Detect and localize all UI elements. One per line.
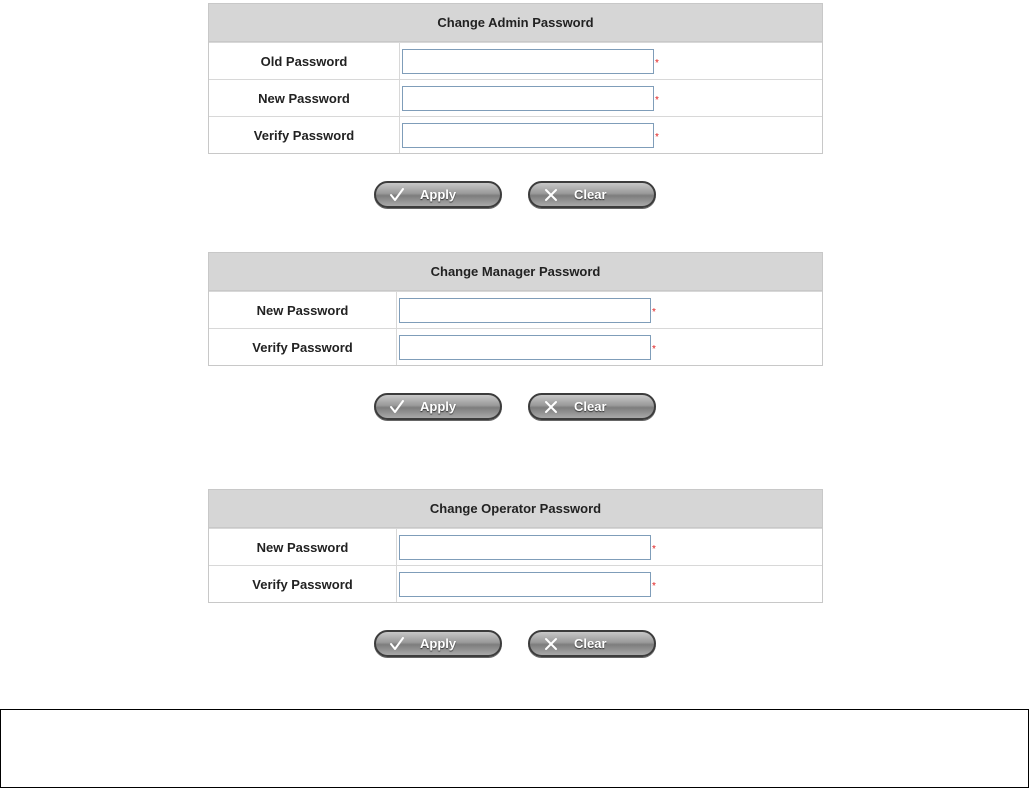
field-cell: [400, 80, 659, 116]
field-cell: [397, 566, 656, 602]
field-cell: [397, 292, 656, 328]
operator-verify-password-row: [209, 565, 822, 602]
operator-new-password-input[interactable]: [399, 535, 651, 560]
clear-label: Clear: [574, 399, 607, 414]
field-cell: [397, 329, 656, 365]
manager-verify-password-row: [209, 328, 822, 365]
operator-panel-title: Change Operator Password: [209, 490, 822, 528]
field-label: Verify Password: [209, 117, 400, 153]
required-mark: *: [655, 95, 659, 106]
field-cell: [400, 43, 659, 79]
operator-verify-password-input[interactable]: [399, 572, 651, 597]
admin-old-password-row: [209, 42, 822, 79]
manager-new-password-row: [209, 291, 822, 328]
required-mark: *: [652, 544, 656, 555]
apply-label: Apply: [420, 399, 457, 414]
checkmark-icon: [386, 188, 408, 202]
manager-new-password-input[interactable]: [399, 298, 651, 323]
operator-clear-button[interactable]: [528, 630, 656, 657]
required-mark: *: [652, 344, 656, 355]
admin-apply-button[interactable]: [374, 181, 502, 208]
checkmark-icon: [386, 637, 408, 651]
x-icon: [540, 400, 562, 414]
admin-new-password-input[interactable]: [402, 86, 654, 111]
manager-password-panel: [208, 252, 823, 366]
required-mark: *: [652, 307, 656, 318]
field-label: New Password: [209, 292, 397, 328]
operator-password-panel: [208, 489, 823, 603]
manager-verify-password-input[interactable]: [399, 335, 651, 360]
clear-label: Clear: [574, 187, 607, 202]
field-label: New Password: [209, 529, 397, 565]
apply-label: Apply: [420, 636, 457, 651]
admin-new-password-row: [209, 79, 822, 116]
required-mark: *: [655, 132, 659, 143]
manager-apply-button[interactable]: [374, 393, 502, 420]
admin-old-password-input[interactable]: [402, 49, 654, 74]
manager-panel-title: Change Manager Password: [209, 253, 822, 291]
admin-clear-button[interactable]: [528, 181, 656, 208]
checkmark-icon: [386, 400, 408, 414]
admin-panel-title: Change Admin Password: [209, 4, 822, 42]
manager-clear-button[interactable]: [528, 393, 656, 420]
x-icon: [540, 188, 562, 202]
required-mark: *: [655, 58, 659, 69]
field-label: Old Password: [209, 43, 400, 79]
admin-verify-password-row: [209, 116, 822, 153]
admin-password-panel: [208, 3, 823, 154]
field-label: New Password: [209, 80, 400, 116]
field-label: Verify Password: [209, 566, 397, 602]
admin-button-row: [374, 181, 656, 208]
field-cell: [400, 117, 659, 153]
note-box: [0, 709, 1029, 788]
operator-new-password-row: [209, 528, 822, 565]
apply-label: Apply: [420, 187, 457, 202]
field-cell: [397, 529, 656, 565]
field-label: Verify Password: [209, 329, 397, 365]
clear-label: Clear: [574, 636, 607, 651]
required-mark: *: [652, 581, 656, 592]
admin-verify-password-input[interactable]: [402, 123, 654, 148]
manager-button-row: [374, 393, 656, 420]
operator-button-row: [374, 630, 656, 657]
x-icon: [540, 637, 562, 651]
operator-apply-button[interactable]: [374, 630, 502, 657]
